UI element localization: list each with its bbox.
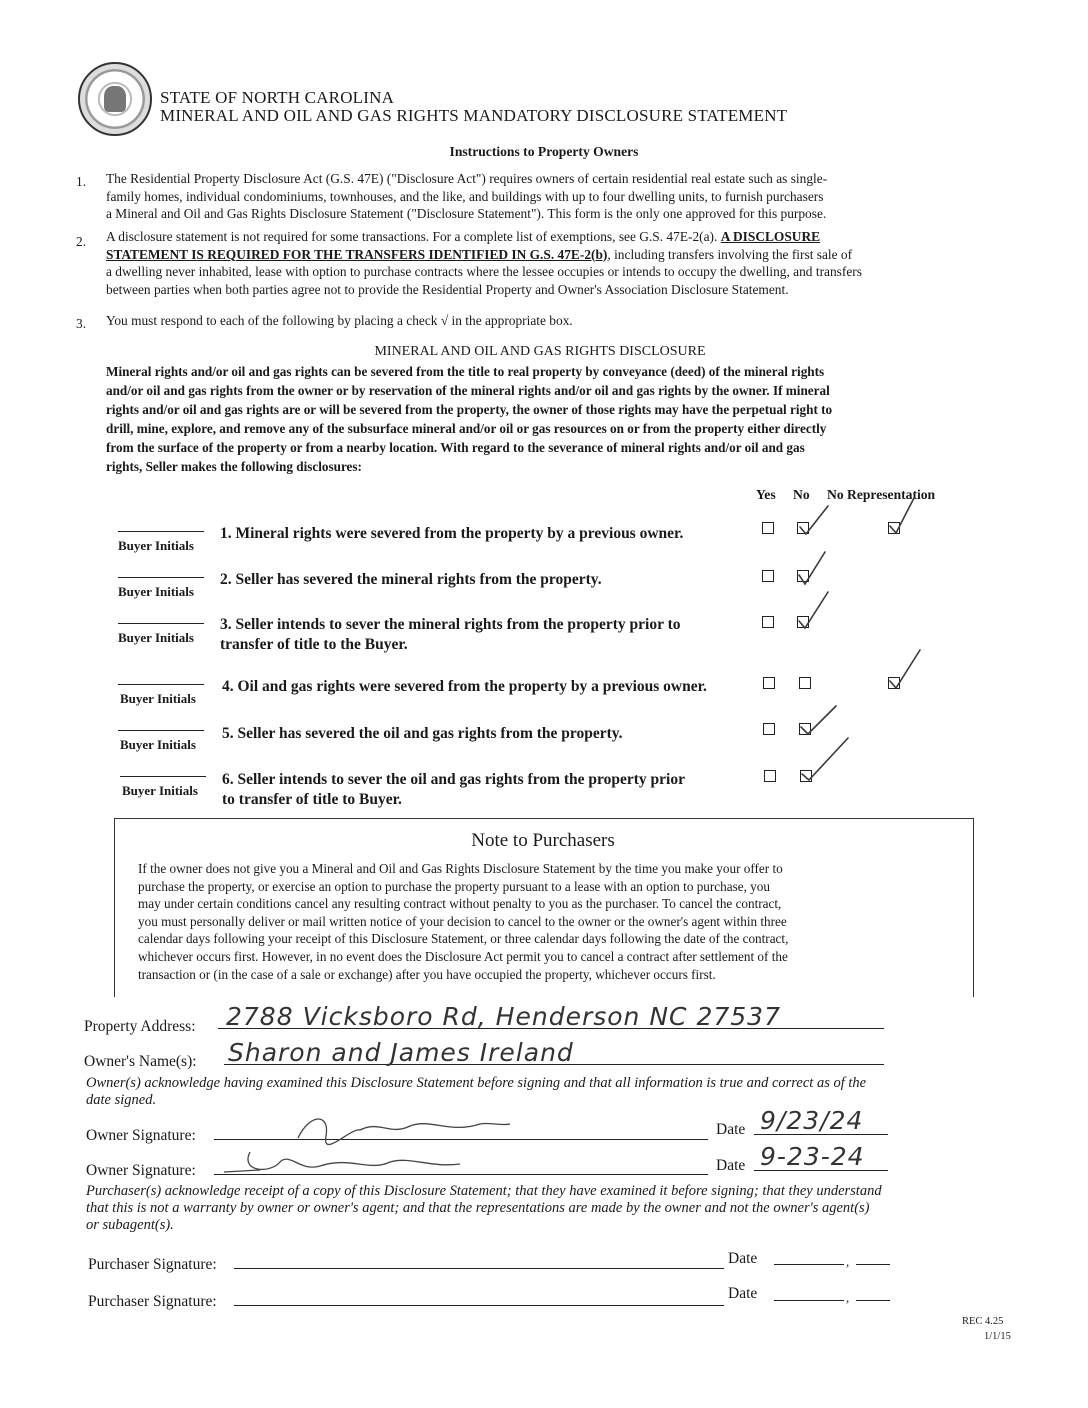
question-1	[220, 524, 683, 544]
date-comma: ,	[846, 1290, 850, 1305]
form-title: MINERAL AND OIL AND GAS RIGHTS MANDATORY DISCLOSURE STATEMENT	[160, 106, 788, 125]
question-text-cont: transfer of title to the Buyer.	[220, 636, 408, 653]
disclosure-line: drill, mine, explore, and remove any of the subsurface mineral and/or oil or gas resources on or from the property either directly	[106, 421, 827, 436]
form-date: 1/1/15	[984, 1331, 1011, 1342]
buyer-initials-line[interactable]	[118, 531, 204, 532]
owner-acknowledgement	[86, 1075, 1016, 1109]
instruction-2-text: A disclosure statement is not required for some transactions. For a complete list of exemptions, see G.S. 47E-2(a).	[106, 229, 721, 244]
buyer-initials-label: Buyer Initials	[118, 630, 194, 645]
note-paragraph	[138, 860, 952, 983]
question-text: 2. Seller has severed the mineral rights from the property.	[220, 571, 602, 588]
buyer-initials-label: Buyer Initials	[118, 538, 194, 553]
owners-name-field[interactable]: Sharon and James Ireland	[228, 1038, 574, 1067]
purchaser-acknowledgement	[86, 1183, 1026, 1234]
checkbox-yes[interactable]	[763, 723, 775, 735]
checkbox-no[interactable]	[799, 677, 811, 689]
item-2-number: 2.	[76, 234, 87, 249]
owner-signature-label: Owner Signature:	[86, 1162, 196, 1179]
owner-date-2[interactable]: 9-23-24	[760, 1142, 865, 1171]
note-line: If the owner does not give you a Mineral and Oil and Gas Rights Disclosure Statement by the time you make your offer to	[138, 861, 783, 876]
note-line: calendar days following your receipt of this Disclosure Statement, or three calendar days following the date of the contract,	[138, 931, 789, 947]
question-4	[222, 677, 707, 697]
date-line[interactable]	[774, 1300, 844, 1301]
purchaser-signature-line[interactable]	[234, 1305, 724, 1306]
property-address-field[interactable]: 2788 Vicksboro Rd, Henderson NC 27537	[226, 1002, 781, 1031]
note-line: whichever occurs first. However, in no event does the Disclosure Act permit you to cancel a contract after settlement of the	[138, 948, 788, 964]
owners-name-label: Owner's Name(s):	[84, 1053, 197, 1070]
checkbox-no[interactable]	[797, 522, 809, 534]
checkbox-yes[interactable]	[764, 770, 776, 782]
date-label: Date	[716, 1157, 746, 1174]
checkbox-yes[interactable]	[762, 616, 774, 628]
checkbox-no[interactable]	[797, 570, 809, 582]
buyer-initials-line[interactable]	[120, 776, 206, 777]
buyer-initials-line[interactable]	[118, 730, 204, 731]
question-2	[220, 570, 602, 590]
question-3	[220, 615, 681, 655]
instruction-2-line: between parties when both parties agree not to provide the Residential Property and Owner's Association Disclosure Statement.	[106, 281, 789, 297]
purchaser-ack-line: Purchaser(s) acknowledge receipt of a copy of this Disclosure Statement; that they have examined it before signing; that they understand	[86, 1183, 882, 1199]
question-text: 1. Mineral rights were severed from the property by a previous owner.	[220, 525, 684, 542]
purchaser-ack-line: that this is not a warranty by owner or owner's agent; and that the representations are made by the owner and not the owner's agent(s)	[86, 1200, 870, 1216]
column-no: No	[793, 487, 810, 502]
buyer-initials-label: Buyer Initials	[122, 783, 198, 798]
purchaser-signature-line[interactable]	[234, 1268, 724, 1269]
state-heading: STATE OF NORTH CAROLINA	[160, 88, 395, 107]
buyer-initials-line[interactable]	[118, 623, 204, 624]
checkbox-no-representation[interactable]	[888, 522, 900, 534]
checkbox-yes[interactable]	[762, 522, 774, 534]
disclosure-line: rights and/or oil and gas rights are or will be severed from the property, the owner of those rights may have the perpetual right to	[106, 402, 833, 417]
checkbox-no[interactable]	[797, 616, 809, 628]
instruction-item-3: You must respond to each of the following by placing a check √ in the appropriate box.	[106, 313, 573, 328]
date-year-line[interactable]	[856, 1300, 890, 1301]
state-seal-icon	[78, 62, 152, 136]
form-code: REC 4.25	[962, 1316, 1004, 1327]
date-year-line[interactable]	[856, 1264, 890, 1265]
disclosure-paragraph	[106, 362, 972, 476]
checkbox-yes[interactable]	[762, 570, 774, 582]
instruction-1-line: a Mineral and Oil and Gas Rights Disclosure Statement ("Disclosure Statement"). This form is the only one approved for this purpose.	[106, 206, 827, 221]
buyer-initials-label: Buyer Initials	[120, 737, 196, 752]
disclosure-line: and/or oil and gas rights from the owner or by reservation of the mineral rights and/or oil and gas rights by the owner. If mineral	[106, 383, 830, 398]
question-6	[222, 770, 685, 810]
buyer-initials-label: Buyer Initials	[120, 691, 196, 706]
purchaser-signature-label: Purchaser Signature:	[88, 1293, 217, 1310]
checkbox-no[interactable]	[800, 770, 812, 782]
date-label: Date	[728, 1250, 758, 1267]
date-line[interactable]	[774, 1264, 844, 1265]
question-text: 3. Seller intends to sever the mineral rights from the property prior to	[220, 616, 681, 633]
note-line: may under certain conditions cancel any resulting contract without penalty to you as the purchaser. To cancel the contract,	[138, 896, 782, 912]
instruction-1-line: The Residential Property Disclosure Act (G.S. 47E) ("Disclosure Act") requires owners of certain residential real estate such as single-	[106, 171, 828, 186]
note-line: transaction or (in the case of a sale or exchange) after you have occupied the property, whichever occurs first.	[138, 966, 716, 982]
note-line: purchase the property, or exercise an option to purchase the property pursuant to a lease with an option to purchase, you	[138, 878, 770, 894]
column-no-representation: No Representation	[827, 487, 936, 502]
question-text: 4. Oil and gas rights were severed from the property by a previous owner.	[222, 678, 707, 695]
date-label: Date	[728, 1285, 758, 1302]
instruction-2-emphasis: A DISCLOSURE	[720, 229, 821, 244]
owner-ack-line: date signed.	[86, 1092, 157, 1108]
property-address-label: Property Address:	[84, 1018, 196, 1035]
disclosure-line: rights, Seller makes the following disclosures:	[106, 459, 362, 474]
purchaser-ack-line: or subagent(s).	[86, 1217, 174, 1233]
note-heading: Note to Purchasers	[471, 830, 615, 851]
owner-date-1[interactable]: 9/23/24	[760, 1106, 864, 1135]
instruction-1-line: family homes, individual condominiums, townhouses, and the like, and buildings with up to four dwelling units, to furnish purchasers	[106, 188, 824, 204]
question-5	[222, 724, 623, 744]
item-3-number: 3.	[76, 316, 87, 331]
instruction-2-emphasis-cont: STATEMENT IS REQUIRED FOR THE TRANSFERS IDENTIFIED IN G.S. 47E-2(b)	[106, 246, 608, 262]
buyer-initials-label: Buyer Initials	[118, 584, 194, 599]
note-line: you must personally deliver or mail written notice of your decision to cancel to the owner or the owner's agent within three	[138, 913, 787, 929]
instruction-item-1	[106, 170, 1006, 223]
checkbox-no-representation[interactable]	[888, 677, 900, 689]
date-comma: ,	[846, 1254, 850, 1269]
instruction-item-2	[106, 228, 1006, 298]
instructions-heading: Instructions to Property Owners	[449, 144, 639, 159]
instruction-2-text-cont: , including transfers involving the first sale of	[607, 246, 853, 262]
purchaser-signature-label: Purchaser Signature:	[88, 1256, 217, 1273]
question-text: 6. Seller intends to sever the oil and gas rights from the property prior	[222, 771, 685, 788]
item-1-number: 1.	[76, 174, 87, 189]
date-label: Date	[716, 1121, 746, 1138]
buyer-initials-line[interactable]	[118, 684, 204, 685]
question-text: 5. Seller has severed the oil and gas rights from the property.	[222, 725, 623, 742]
disclosure-heading: MINERAL AND OIL AND GAS RIGHTS DISCLOSURE	[374, 344, 706, 359]
owner-signature-label: Owner Signature:	[86, 1127, 196, 1144]
disclosure-line: Mineral rights and/or oil and gas rights can be severed from the title to real property by conveyance (deed) of the mineral rights	[106, 364, 825, 379]
buyer-initials-line[interactable]	[118, 577, 204, 578]
checkbox-yes[interactable]	[763, 677, 775, 689]
question-text-cont: to transfer of title to Buyer.	[222, 791, 402, 808]
column-yes: Yes	[756, 487, 776, 502]
instruction-2-line: a dwelling never inhabited, lease with option to purchase contracts where the lessee occupies or intends to occupy the dwelling, and transfers	[106, 264, 862, 279]
owner-ack-line: Owner(s) acknowledge having examined this Disclosure Statement before signing and that all information is true and correct as of the	[86, 1075, 867, 1091]
checkbox-no[interactable]	[799, 723, 811, 735]
owner-signature-2	[220, 1142, 500, 1182]
disclosure-line: from the surface of the property or from a nearby location. With regard to the severance of mineral rights and/or oil and gas	[106, 440, 805, 455]
